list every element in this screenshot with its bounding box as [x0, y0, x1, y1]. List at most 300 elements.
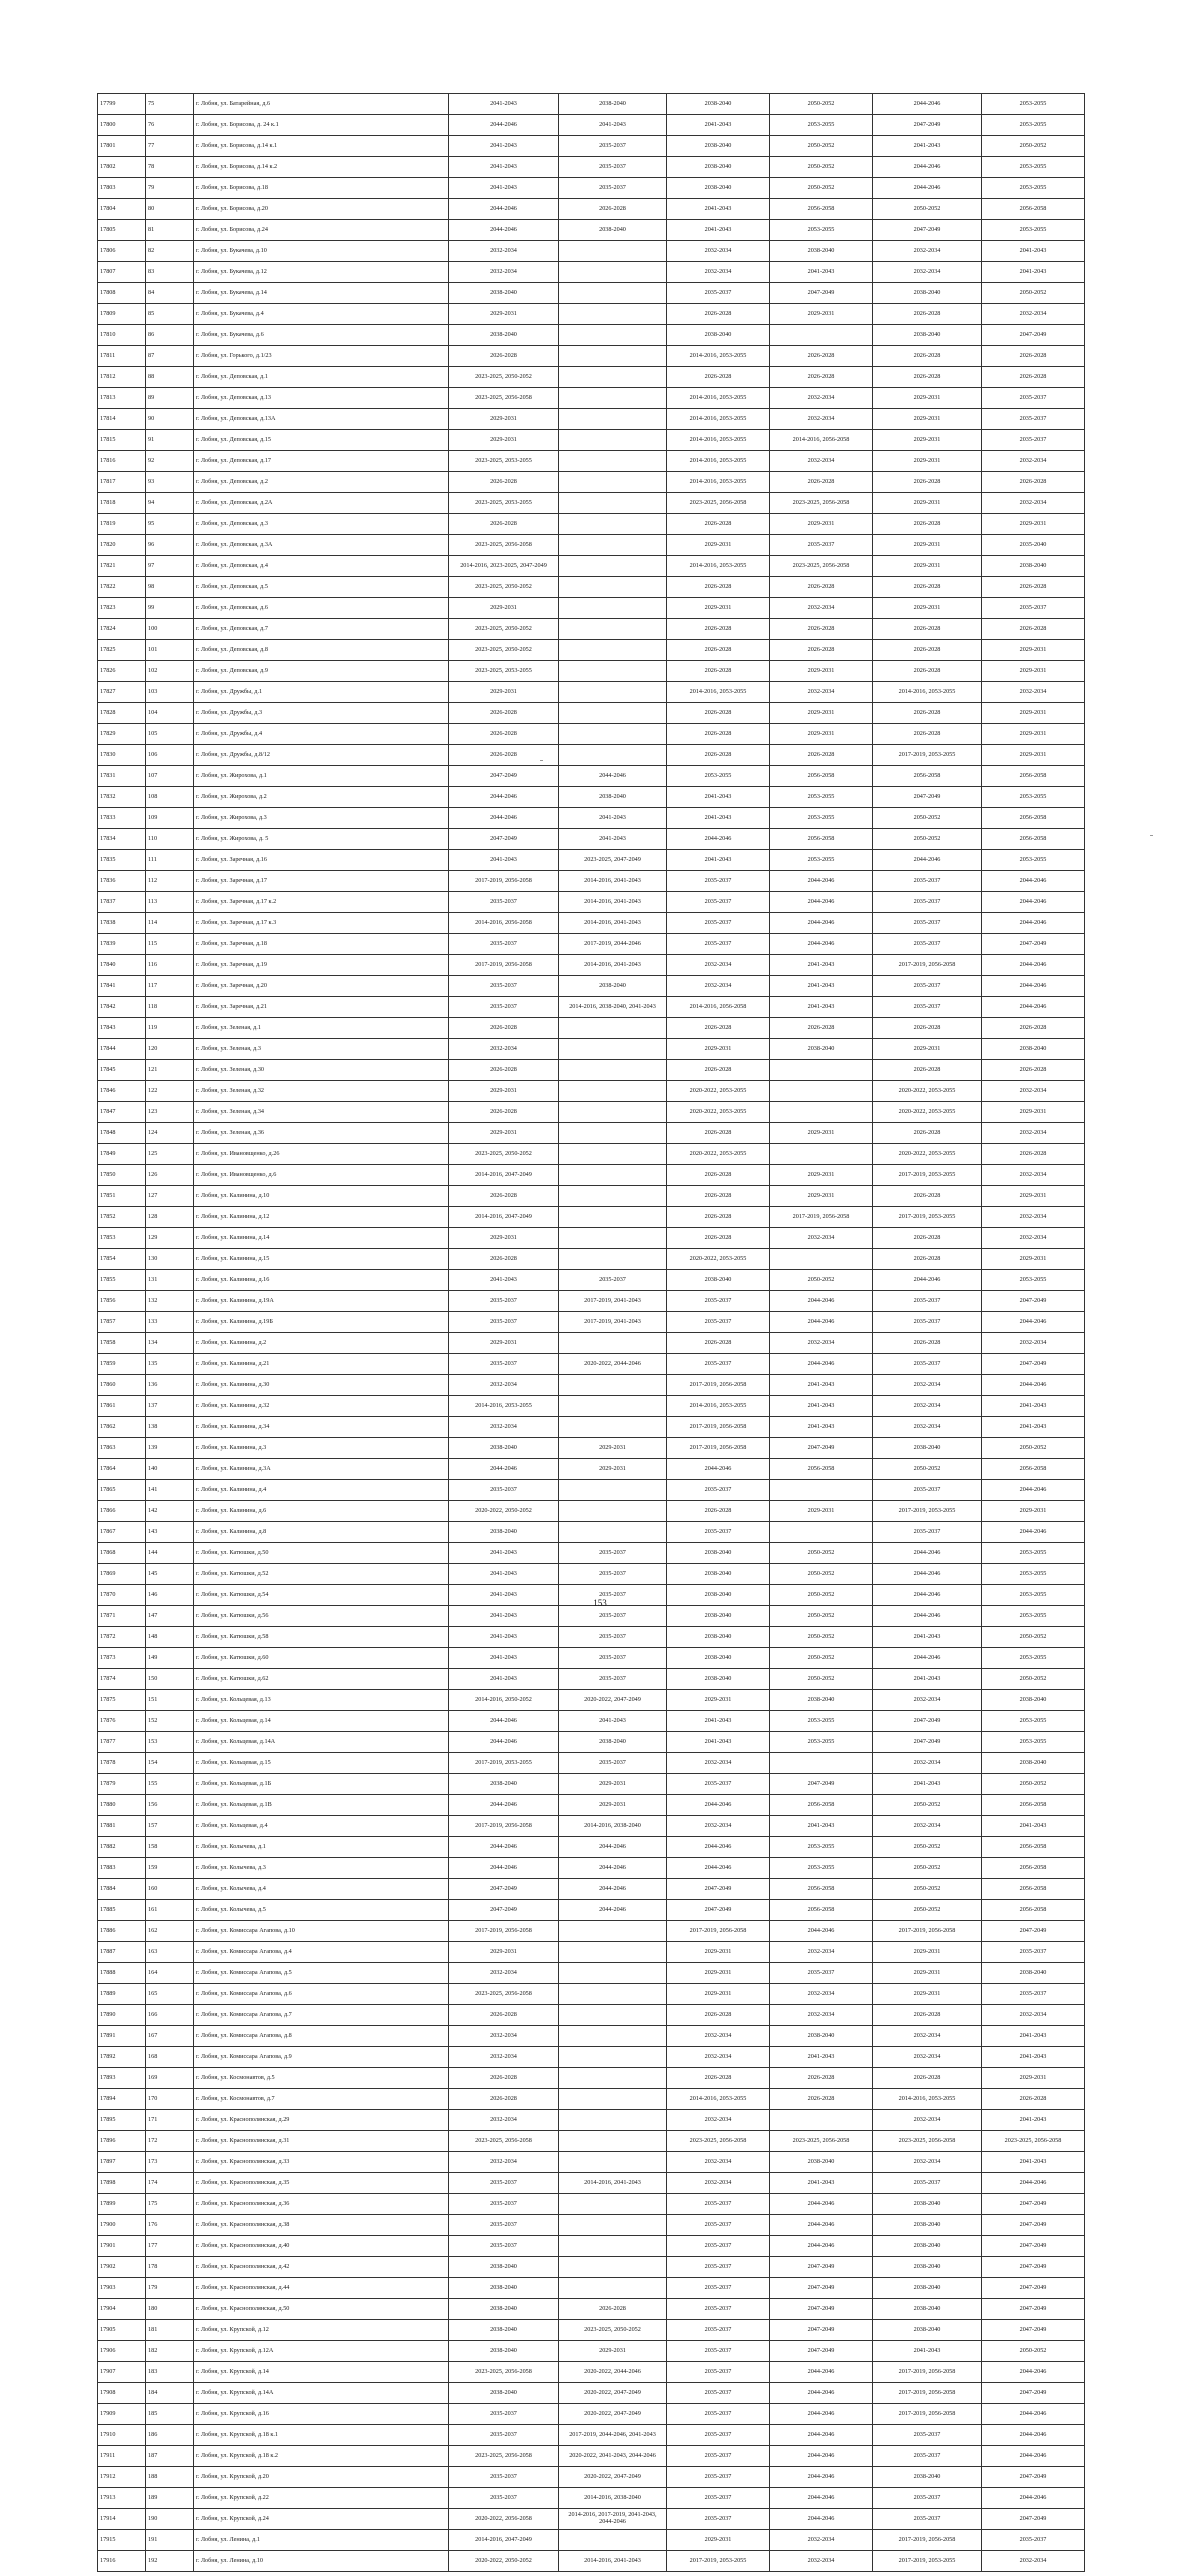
address-cell: г. Лобня, ул. Крупской, д.16 — [194, 2404, 449, 2425]
table-row — [98, 892, 1085, 913]
record-id-cell: 17889 — [98, 1984, 146, 2005]
period-6-cell: 2047-2049 — [982, 1291, 1085, 1312]
period-5-cell: 2032-2034 — [873, 2152, 982, 2173]
period-6-cell: 2026-2028 — [982, 1144, 1085, 1165]
table-row — [98, 2131, 1085, 2152]
address-cell: г. Лобня, ул. Катюшки, д.52 — [194, 1564, 449, 1585]
period-4-cell: 2026-2028 — [770, 2068, 873, 2089]
period-6-cell: 2026-2028 — [982, 2089, 1085, 2110]
period-5-cell: 2029-2031 — [873, 556, 982, 577]
period-2-cell — [559, 2194, 667, 2215]
period-3-cell: 2035-2037 — [667, 1480, 770, 1501]
period-4-cell: 2038-2040 — [770, 1039, 873, 1060]
period-4-cell: 2029-2031 — [770, 1123, 873, 1144]
period-4-cell: 2050-2052 — [770, 157, 873, 178]
period-3-cell: 2020-2022, 2053-2055 — [667, 1081, 770, 1102]
period-2-cell — [559, 2047, 667, 2068]
address-cell: г. Лобня, ул. Кольцевая, д.14 — [194, 1711, 449, 1732]
period-6-cell: 2050-2052 — [982, 1774, 1085, 1795]
period-3-cell: 2026-2028 — [667, 1060, 770, 1081]
period-5-cell: 2038-2040 — [873, 325, 982, 346]
period-4-cell: 2047-2049 — [770, 2257, 873, 2278]
period-6-cell: 2056-2058 — [982, 1900, 1085, 1921]
address-cell: г. Лобня, ул. Крупской, д.20 — [194, 2467, 449, 2488]
period-4-cell: 2056-2058 — [770, 766, 873, 787]
period-1-cell: 2029-2031 — [449, 1333, 559, 1354]
period-6-cell: 2026-2028 — [982, 346, 1085, 367]
period-1-cell: 2038-2040 — [449, 2299, 559, 2320]
period-5-cell: 2047-2049 — [873, 115, 982, 136]
period-6-cell: 2041-2043 — [982, 1417, 1085, 1438]
period-2-cell — [559, 682, 667, 703]
table-row — [98, 2173, 1085, 2194]
period-5-cell: 2026-2028 — [873, 514, 982, 535]
period-1-cell: 2023-2025, 2053-2055 — [449, 661, 559, 682]
record-id-cell: 17834 — [98, 829, 146, 850]
period-6-cell: 2041-2043 — [982, 2110, 1085, 2131]
period-6-cell: 2050-2052 — [982, 1627, 1085, 1648]
table-row — [98, 955, 1085, 976]
record-id-cell: 17848 — [98, 1123, 146, 1144]
period-6-cell: 2053-2055 — [982, 1270, 1085, 1291]
record-id-cell: 17850 — [98, 1165, 146, 1186]
period-3-cell: 2026-2028 — [667, 1165, 770, 1186]
period-6-cell: 2032-2034 — [982, 2005, 1085, 2026]
record-id-cell: 17874 — [98, 1669, 146, 1690]
period-5-cell: 2026-2028 — [873, 304, 982, 325]
period-4-cell: 2029-2031 — [770, 304, 873, 325]
period-2-cell: 2017-2019, 2044-2046 — [559, 934, 667, 955]
period-3-cell: 2026-2028 — [667, 304, 770, 325]
address-cell: г. Лобня, ул. Крупской, д.18 к.2 — [194, 2446, 449, 2467]
address-cell: г. Лобня, ул. Краснополянская, д.38 — [194, 2215, 449, 2236]
address-cell: г. Лобня, ул. Калинина, д.19Б — [194, 1312, 449, 1333]
address-cell: г. Лобня, ул. Жирохова, д.2 — [194, 787, 449, 808]
row-number-cell: 186 — [146, 2425, 194, 2446]
record-id-cell: 17894 — [98, 2089, 146, 2110]
period-4-cell — [770, 1753, 873, 1774]
table-row — [98, 2026, 1085, 2047]
period-3-cell: 2035-2037 — [667, 2446, 770, 2467]
address-cell: г. Лобня, ул. Калинина, д.10 — [194, 1186, 449, 1207]
record-id-cell: 17812 — [98, 367, 146, 388]
period-1-cell: 2035-2037 — [449, 2404, 559, 2425]
period-1-cell: 2044-2046 — [449, 1795, 559, 1816]
period-4-cell: 2035-2037 — [770, 1963, 873, 1984]
period-6-cell: 2035-2037 — [982, 388, 1085, 409]
period-6-cell: 2041-2043 — [982, 2152, 1085, 2173]
record-id-cell: 17877 — [98, 1732, 146, 1753]
period-5-cell: 2020-2022, 2053-2055 — [873, 1144, 982, 1165]
period-2-cell — [559, 2257, 667, 2278]
period-2-cell: 2041-2043 — [559, 1711, 667, 1732]
period-1-cell: 2017-2019, 2056-2058 — [449, 871, 559, 892]
record-id-cell: 17852 — [98, 1207, 146, 1228]
table-row — [98, 619, 1085, 640]
period-2-cell — [559, 1165, 667, 1186]
row-number-cell: 167 — [146, 2026, 194, 2047]
table-row — [98, 2509, 1085, 2530]
record-id-cell: 17883 — [98, 1858, 146, 1879]
period-3-cell: 2026-2028 — [667, 1186, 770, 1207]
table-row — [98, 2257, 1085, 2278]
period-2-cell: 2029-2031 — [559, 1438, 667, 1459]
row-number-cell: 92 — [146, 451, 194, 472]
period-2-cell: 2023-2025, 2047-2049 — [559, 850, 667, 871]
period-2-cell: 2035-2037 — [559, 136, 667, 157]
period-4-cell: 2050-2052 — [770, 1627, 873, 1648]
period-5-cell: 2032-2034 — [873, 1417, 982, 1438]
record-id-cell: 17863 — [98, 1438, 146, 1459]
period-2-cell — [559, 556, 667, 577]
period-1-cell: 2023-2025, 2056-2058 — [449, 535, 559, 556]
period-5-cell: 2050-2052 — [873, 808, 982, 829]
address-cell: г. Лобня, ул. Катюшки, д.56 — [194, 1606, 449, 1627]
period-3-cell: 2026-2028 — [667, 1207, 770, 1228]
address-cell: г. Лобня, ул. Кольцевая, д.1Б — [194, 1774, 449, 1795]
period-6-cell: 2044-2046 — [982, 892, 1085, 913]
row-number-cell: 163 — [146, 1942, 194, 1963]
table-row — [98, 808, 1085, 829]
period-5-cell: 2020-2022, 2053-2055 — [873, 1081, 982, 1102]
period-2-cell — [559, 2026, 667, 2047]
row-number-cell: 91 — [146, 430, 194, 451]
table-row — [98, 304, 1085, 325]
period-3-cell: 2035-2037 — [667, 2467, 770, 2488]
period-3-cell: 2032-2034 — [667, 2026, 770, 2047]
period-6-cell: 2047-2049 — [982, 2278, 1085, 2299]
record-id-cell: 17831 — [98, 766, 146, 787]
period-1-cell: 2029-2031 — [449, 598, 559, 619]
period-4-cell: 2044-2046 — [770, 2383, 873, 2404]
period-1-cell: 2023-2025, 2050-2052 — [449, 619, 559, 640]
period-2-cell: 2044-2046 — [559, 766, 667, 787]
table-row — [98, 1207, 1085, 1228]
table-row — [98, 2215, 1085, 2236]
table-row — [98, 325, 1085, 346]
address-cell: г. Лобня, ул. Калинина, д.32 — [194, 1396, 449, 1417]
period-3-cell: 2032-2034 — [667, 2047, 770, 2068]
period-2-cell — [559, 535, 667, 556]
row-number-cell: 172 — [146, 2131, 194, 2152]
period-4-cell: 2032-2034 — [770, 598, 873, 619]
period-4-cell: 2047-2049 — [770, 2320, 873, 2341]
period-3-cell: 2038-2040 — [667, 178, 770, 199]
row-number-cell: 125 — [146, 1144, 194, 1165]
period-3-cell: 2035-2037 — [667, 871, 770, 892]
record-id-cell: 17811 — [98, 346, 146, 367]
period-3-cell: 2047-2049 — [667, 1900, 770, 1921]
record-id-cell: 17900 — [98, 2215, 146, 2236]
table-row — [98, 1333, 1085, 1354]
period-6-cell: 2044-2046 — [982, 1312, 1085, 1333]
period-5-cell: 2026-2028 — [873, 1123, 982, 1144]
period-2-cell: 2038-2040 — [559, 787, 667, 808]
period-2-cell — [559, 745, 667, 766]
period-5-cell: 2032-2034 — [873, 1396, 982, 1417]
record-id-cell: 17915 — [98, 2530, 146, 2551]
row-number-cell: 84 — [146, 283, 194, 304]
address-cell: г. Лобня, ул. Жирохова, д.1 — [194, 766, 449, 787]
period-2-cell — [559, 241, 667, 262]
row-number-cell: 175 — [146, 2194, 194, 2215]
period-3-cell: 2014-2016, 2053-2055 — [667, 430, 770, 451]
table-row — [98, 1774, 1085, 1795]
period-5-cell: 2056-2058 — [873, 766, 982, 787]
period-3-cell: 2032-2034 — [667, 2173, 770, 2194]
record-id-cell: 17884 — [98, 1879, 146, 1900]
period-6-cell: 2047-2049 — [982, 2215, 1085, 2236]
period-6-cell: 2047-2049 — [982, 1354, 1085, 1375]
table-row — [98, 1732, 1085, 1753]
address-cell: г. Лобня, ул. Борисова, д.24 — [194, 220, 449, 241]
table-row — [98, 2530, 1085, 2551]
row-number-cell: 145 — [146, 1564, 194, 1585]
address-cell: г. Лобня, ул. Борисова, д. 24 к.1 — [194, 115, 449, 136]
document-table-container — [97, 93, 1084, 2572]
period-5-cell: 2041-2043 — [873, 136, 982, 157]
period-5-cell: 2044-2046 — [873, 850, 982, 871]
table-row — [98, 493, 1085, 514]
period-2-cell: 2014-2016, 2041-2043 — [559, 2173, 667, 2194]
period-3-cell: 2038-2040 — [667, 1543, 770, 1564]
address-cell: г. Лобня, ул. Краснополянская, д.42 — [194, 2257, 449, 2278]
table-row — [98, 2446, 1085, 2467]
period-5-cell: 2035-2037 — [873, 1522, 982, 1543]
period-1-cell: 2035-2037 — [449, 2215, 559, 2236]
period-3-cell: 2035-2037 — [667, 2509, 770, 2530]
row-number-cell: 77 — [146, 136, 194, 157]
period-6-cell: 2032-2034 — [982, 1207, 1085, 1228]
address-cell: г. Лобня, ул. Борисова, д.14 к.1 — [194, 136, 449, 157]
period-5-cell: 2032-2034 — [873, 262, 982, 283]
period-6-cell: 2035-2037 — [982, 2530, 1085, 2551]
address-cell: г. Лобня, ул. Ленина, д.10 — [194, 2551, 449, 2572]
period-5-cell: 2026-2028 — [873, 346, 982, 367]
period-5-cell: 2032-2034 — [873, 241, 982, 262]
period-6-cell: 2029-2031 — [982, 1186, 1085, 1207]
period-6-cell: 2050-2052 — [982, 2341, 1085, 2362]
period-2-cell — [559, 724, 667, 745]
period-1-cell: 2038-2040 — [449, 2341, 559, 2362]
period-4-cell: 2056-2058 — [770, 1459, 873, 1480]
period-2-cell: 2035-2037 — [559, 1543, 667, 1564]
period-1-cell: 2044-2046 — [449, 1459, 559, 1480]
period-4-cell: 2038-2040 — [770, 2152, 873, 2173]
record-id-cell: 17844 — [98, 1039, 146, 1060]
period-3-cell: 2026-2028 — [667, 661, 770, 682]
period-5-cell: 2017-2019, 2053-2055 — [873, 1207, 982, 1228]
period-6-cell: 2044-2046 — [982, 955, 1085, 976]
record-id-cell: 17886 — [98, 1921, 146, 1942]
period-1-cell: 2041-2043 — [449, 1585, 559, 1606]
period-2-cell — [559, 430, 667, 451]
period-4-cell: 2029-2031 — [770, 1501, 873, 1522]
table-body — [98, 94, 1085, 2572]
row-number-cell: 149 — [146, 1648, 194, 1669]
row-number-cell: 117 — [146, 976, 194, 997]
table-row — [98, 829, 1085, 850]
period-2-cell — [559, 577, 667, 598]
record-id-cell: 17906 — [98, 2341, 146, 2362]
period-3-cell: 2023-2025, 2056-2058 — [667, 2131, 770, 2152]
row-number-cell: 79 — [146, 178, 194, 199]
address-cell: г. Лобня, ул. Заречная, д.17 к.2 — [194, 892, 449, 913]
period-2-cell — [559, 2068, 667, 2089]
row-number-cell: 106 — [146, 745, 194, 766]
table-row — [98, 1018, 1085, 1039]
row-number-cell: 157 — [146, 1816, 194, 1837]
table-row — [98, 2299, 1085, 2320]
period-6-cell: 2029-2031 — [982, 1501, 1085, 1522]
period-2-cell: 2041-2043 — [559, 829, 667, 850]
period-2-cell: 2029-2031 — [559, 1459, 667, 1480]
period-6-cell: 2029-2031 — [982, 1249, 1085, 1270]
address-cell: г. Лобня, ул. Ленина, д.1 — [194, 2530, 449, 2551]
period-3-cell: 2014-2016, 2053-2055 — [667, 451, 770, 472]
table-row — [98, 2362, 1085, 2383]
period-1-cell: 2038-2040 — [449, 325, 559, 346]
period-6-cell: 2032-2034 — [982, 304, 1085, 325]
period-2-cell: 2029-2031 — [559, 1795, 667, 1816]
address-cell: г. Лобня, ул. Деповская, д.3 — [194, 514, 449, 535]
period-5-cell: 2026-2028 — [873, 1186, 982, 1207]
period-2-cell — [559, 1375, 667, 1396]
period-1-cell: 2038-2040 — [449, 2257, 559, 2278]
record-id-cell: 17799 — [98, 94, 146, 115]
period-6-cell: 2044-2046 — [982, 2362, 1085, 2383]
period-6-cell: 2047-2049 — [982, 2320, 1085, 2341]
period-5-cell: 2044-2046 — [873, 178, 982, 199]
period-2-cell — [559, 1921, 667, 1942]
record-id-cell: 17885 — [98, 1900, 146, 1921]
period-3-cell: 2029-2031 — [667, 598, 770, 619]
period-2-cell — [559, 2278, 667, 2299]
record-id-cell: 17817 — [98, 472, 146, 493]
period-4-cell: 2044-2046 — [770, 934, 873, 955]
row-number-cell: 109 — [146, 808, 194, 829]
period-3-cell: 2032-2034 — [667, 241, 770, 262]
table-row — [98, 1417, 1085, 1438]
period-5-cell: 2017-2019, 2053-2055 — [873, 1165, 982, 1186]
period-4-cell: 2026-2028 — [770, 1018, 873, 1039]
period-5-cell: 2029-2031 — [873, 430, 982, 451]
period-1-cell: 2038-2040 — [449, 283, 559, 304]
row-number-cell: 129 — [146, 1228, 194, 1249]
row-number-cell: 135 — [146, 1354, 194, 1375]
period-2-cell: 2044-2046 — [559, 1858, 667, 1879]
period-1-cell: 2026-2028 — [449, 1060, 559, 1081]
period-2-cell: 2020-2022, 2047-2049 — [559, 2404, 667, 2425]
table-row — [98, 724, 1085, 745]
address-cell: г. Лобня, ул. Комиссара Агапова, д.9 — [194, 2047, 449, 2068]
period-3-cell: 2035-2037 — [667, 1291, 770, 1312]
address-cell: г. Лобня, ул. Краснополянская, д.50 — [194, 2299, 449, 2320]
record-id-cell: 17879 — [98, 1774, 146, 1795]
period-6-cell: 2053-2055 — [982, 1711, 1085, 1732]
period-2-cell — [559, 2236, 667, 2257]
period-4-cell: 2044-2046 — [770, 2467, 873, 2488]
record-id-cell: 17914 — [98, 2509, 146, 2530]
period-6-cell: 2044-2046 — [982, 997, 1085, 1018]
period-1-cell: 2044-2046 — [449, 808, 559, 829]
address-cell: г. Лобня, ул. Дружбы, д.4 — [194, 724, 449, 745]
period-3-cell: 2026-2028 — [667, 2068, 770, 2089]
period-6-cell: 2053-2055 — [982, 1648, 1085, 1669]
table-row — [98, 1270, 1085, 1291]
period-5-cell: 2017-2019, 2056-2058 — [873, 2404, 982, 2425]
address-cell: г. Лобня, ул. Борисова, д.14 к.2 — [194, 157, 449, 178]
table-row — [98, 388, 1085, 409]
period-4-cell: 2050-2052 — [770, 1669, 873, 1690]
row-number-cell: 161 — [146, 1900, 194, 1921]
row-number-cell: 144 — [146, 1543, 194, 1564]
period-6-cell: 2047-2049 — [982, 2299, 1085, 2320]
table-row — [98, 2320, 1085, 2341]
period-3-cell: 2035-2037 — [667, 1522, 770, 1543]
row-number-cell: 174 — [146, 2173, 194, 2194]
address-cell: г. Лобня, ул. Краснополянская, д.40 — [194, 2236, 449, 2257]
period-4-cell: 2029-2031 — [770, 661, 873, 682]
period-3-cell: 2029-2031 — [667, 1039, 770, 1060]
period-3-cell: 2053-2055 — [667, 766, 770, 787]
row-number-cell: 165 — [146, 1984, 194, 2005]
row-number-cell: 133 — [146, 1312, 194, 1333]
period-3-cell: 2026-2028 — [667, 1501, 770, 1522]
period-3-cell: 2026-2028 — [667, 2005, 770, 2026]
table-row — [98, 1312, 1085, 1333]
address-cell: г. Лобня, ул. Комиссара Агапова, д.10 — [194, 1921, 449, 1942]
period-6-cell: 2038-2040 — [982, 1039, 1085, 1060]
period-1-cell: 2041-2043 — [449, 136, 559, 157]
period-1-cell: 2026-2028 — [449, 745, 559, 766]
address-cell: г. Лобня, ул. Заречная, д.17 — [194, 871, 449, 892]
period-3-cell: 2017-2019, 2056-2058 — [667, 1375, 770, 1396]
table-row — [98, 1249, 1085, 1270]
period-1-cell: 2047-2049 — [449, 766, 559, 787]
table-row — [98, 934, 1085, 955]
row-number-cell: 137 — [146, 1396, 194, 1417]
period-6-cell: 2044-2046 — [982, 976, 1085, 997]
period-4-cell: 2050-2052 — [770, 136, 873, 157]
period-5-cell: 2026-2028 — [873, 703, 982, 724]
period-6-cell: 2053-2055 — [982, 1543, 1085, 1564]
period-1-cell: 2038-2040 — [449, 1774, 559, 1795]
record-id-cell: 17870 — [98, 1585, 146, 1606]
table-row — [98, 283, 1085, 304]
address-cell: г. Лобня, ул. Деповская, д.5 — [194, 577, 449, 598]
record-id-cell: 17867 — [98, 1522, 146, 1543]
record-id-cell: 17826 — [98, 661, 146, 682]
row-number-cell: 171 — [146, 2110, 194, 2131]
period-5-cell: 2026-2028 — [873, 1228, 982, 1249]
period-4-cell: 2044-2046 — [770, 2488, 873, 2509]
table-row — [98, 703, 1085, 724]
table-row — [98, 682, 1085, 703]
period-1-cell: 2041-2043 — [449, 94, 559, 115]
period-5-cell: 2044-2046 — [873, 1543, 982, 1564]
period-6-cell: 2026-2028 — [982, 577, 1085, 598]
period-6-cell: 2047-2049 — [982, 934, 1085, 955]
table-row — [98, 1795, 1085, 1816]
period-2-cell — [559, 367, 667, 388]
record-id-cell: 17828 — [98, 703, 146, 724]
record-id-cell: 17846 — [98, 1081, 146, 1102]
row-number-cell: 130 — [146, 1249, 194, 1270]
period-1-cell: 2014-2016, 2047-2049 — [449, 2530, 559, 2551]
period-5-cell: 2029-2031 — [873, 1963, 982, 1984]
period-3-cell: 2020-2022, 2053-2055 — [667, 1102, 770, 1123]
